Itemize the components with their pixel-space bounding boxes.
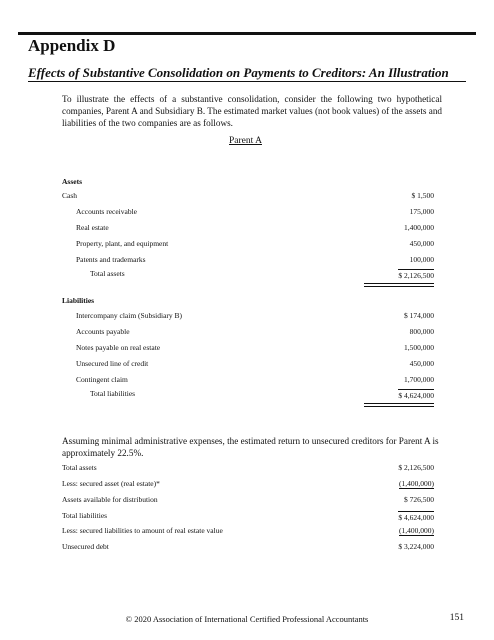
double-underline bbox=[364, 403, 434, 407]
asset-row bbox=[62, 207, 434, 218]
liability-row bbox=[62, 359, 434, 370]
asset-value: $ 1,500 bbox=[411, 191, 434, 200]
asset-row bbox=[62, 223, 434, 234]
liability-row bbox=[62, 327, 434, 338]
calc-value: (1,400,000) bbox=[399, 526, 434, 535]
asset-row bbox=[62, 239, 434, 250]
asset-label: Cash bbox=[62, 191, 77, 200]
liability-label: Contingent claim bbox=[76, 375, 128, 384]
liability-row bbox=[62, 375, 434, 386]
calc-row bbox=[62, 479, 434, 491]
asset-label: Accounts receivable bbox=[76, 207, 138, 216]
liabilities-total-value: $ 4,624,000 bbox=[398, 391, 434, 400]
assets-total-value: $ 2,126,500 bbox=[398, 271, 434, 280]
assumption-paragraph: Assuming minimal administrative expenses, the estimated return to unsecured creditors for Parent A is approximately 22.5%. bbox=[62, 436, 439, 458]
calc-label: Assets available for distribution bbox=[62, 495, 158, 504]
liability-value: 1,500,000 bbox=[404, 343, 434, 352]
calc-label: Total liabilities bbox=[62, 511, 108, 520]
liabilities-heading: Liabilities bbox=[62, 296, 95, 305]
calc-label: Total assets bbox=[62, 463, 97, 472]
page-number: 151 bbox=[449, 613, 464, 623]
liability-value: $ 174,000 bbox=[404, 311, 434, 320]
asset-row bbox=[62, 255, 434, 266]
asset-row bbox=[62, 191, 434, 202]
copyright-footer: © 2020 Association of International Certified Professional Accountants bbox=[125, 614, 369, 624]
liability-value: 450,000 bbox=[409, 359, 434, 368]
subtitle-rule bbox=[28, 81, 466, 82]
liabilities-total-label: Total liabilities bbox=[90, 389, 136, 398]
calc-value: $ 726,500 bbox=[404, 495, 434, 504]
asset-label: Property, plant, and equipment bbox=[76, 239, 169, 248]
calc-row bbox=[62, 463, 434, 475]
appendix-title: Appendix D bbox=[28, 36, 116, 55]
top-rule bbox=[18, 32, 476, 35]
calc-value: $ 4,624,000 bbox=[398, 513, 434, 522]
calc-label: Less: secured asset (real estate)* bbox=[62, 479, 160, 488]
calc-label: Less: secured liabilities to amount of real estate value bbox=[62, 526, 223, 535]
assets-total-label: Total assets bbox=[90, 269, 125, 278]
asset-value: 1,400,000 bbox=[404, 223, 434, 232]
asset-label: Patents and trademarks bbox=[76, 255, 146, 264]
calc-row bbox=[62, 542, 434, 554]
asset-value: 100,000 bbox=[409, 255, 434, 264]
asset-value: 175,000 bbox=[409, 207, 434, 216]
parent-a-heading: Parent A bbox=[229, 136, 262, 146]
asset-label: Real estate bbox=[76, 223, 109, 232]
liability-label: Unsecured line of credit bbox=[76, 359, 149, 368]
liability-value: 1,700,000 bbox=[404, 375, 434, 384]
liability-value: 800,000 bbox=[409, 327, 434, 336]
liability-row bbox=[62, 343, 434, 354]
calc-value: $ 3,224,000 bbox=[398, 542, 434, 551]
section-subtitle: Effects of Substantive Consolidation on Payments to Creditors: An Illustration bbox=[28, 65, 449, 80]
liability-label: Accounts payable bbox=[76, 327, 130, 336]
calc-value: (1,400,000) bbox=[399, 479, 434, 488]
calc-row bbox=[62, 511, 434, 523]
assets-heading: Assets bbox=[62, 177, 82, 186]
calc-label: Unsecured debt bbox=[62, 542, 109, 551]
intro-paragraph: To illustrate the effects of a substantive consolidation, consider the following two hypothetical companies, Parent A and Subsidiary B. The estimated market values (not book values) of the assets and liabilities of the two companies are as follows. bbox=[62, 94, 443, 128]
calc-row bbox=[62, 495, 434, 507]
calc-value: $ 2,126,500 bbox=[398, 463, 434, 472]
asset-value: 450,000 bbox=[409, 239, 434, 248]
calc-row bbox=[62, 526, 434, 538]
double-underline bbox=[364, 283, 434, 287]
liability-label: Intercompany claim (Subsidiary B) bbox=[76, 311, 183, 320]
liabilities-total-row bbox=[62, 389, 434, 400]
liability-label: Notes payable on real estate bbox=[76, 343, 161, 352]
assets-total-row bbox=[62, 269, 434, 280]
liability-row bbox=[62, 311, 434, 322]
